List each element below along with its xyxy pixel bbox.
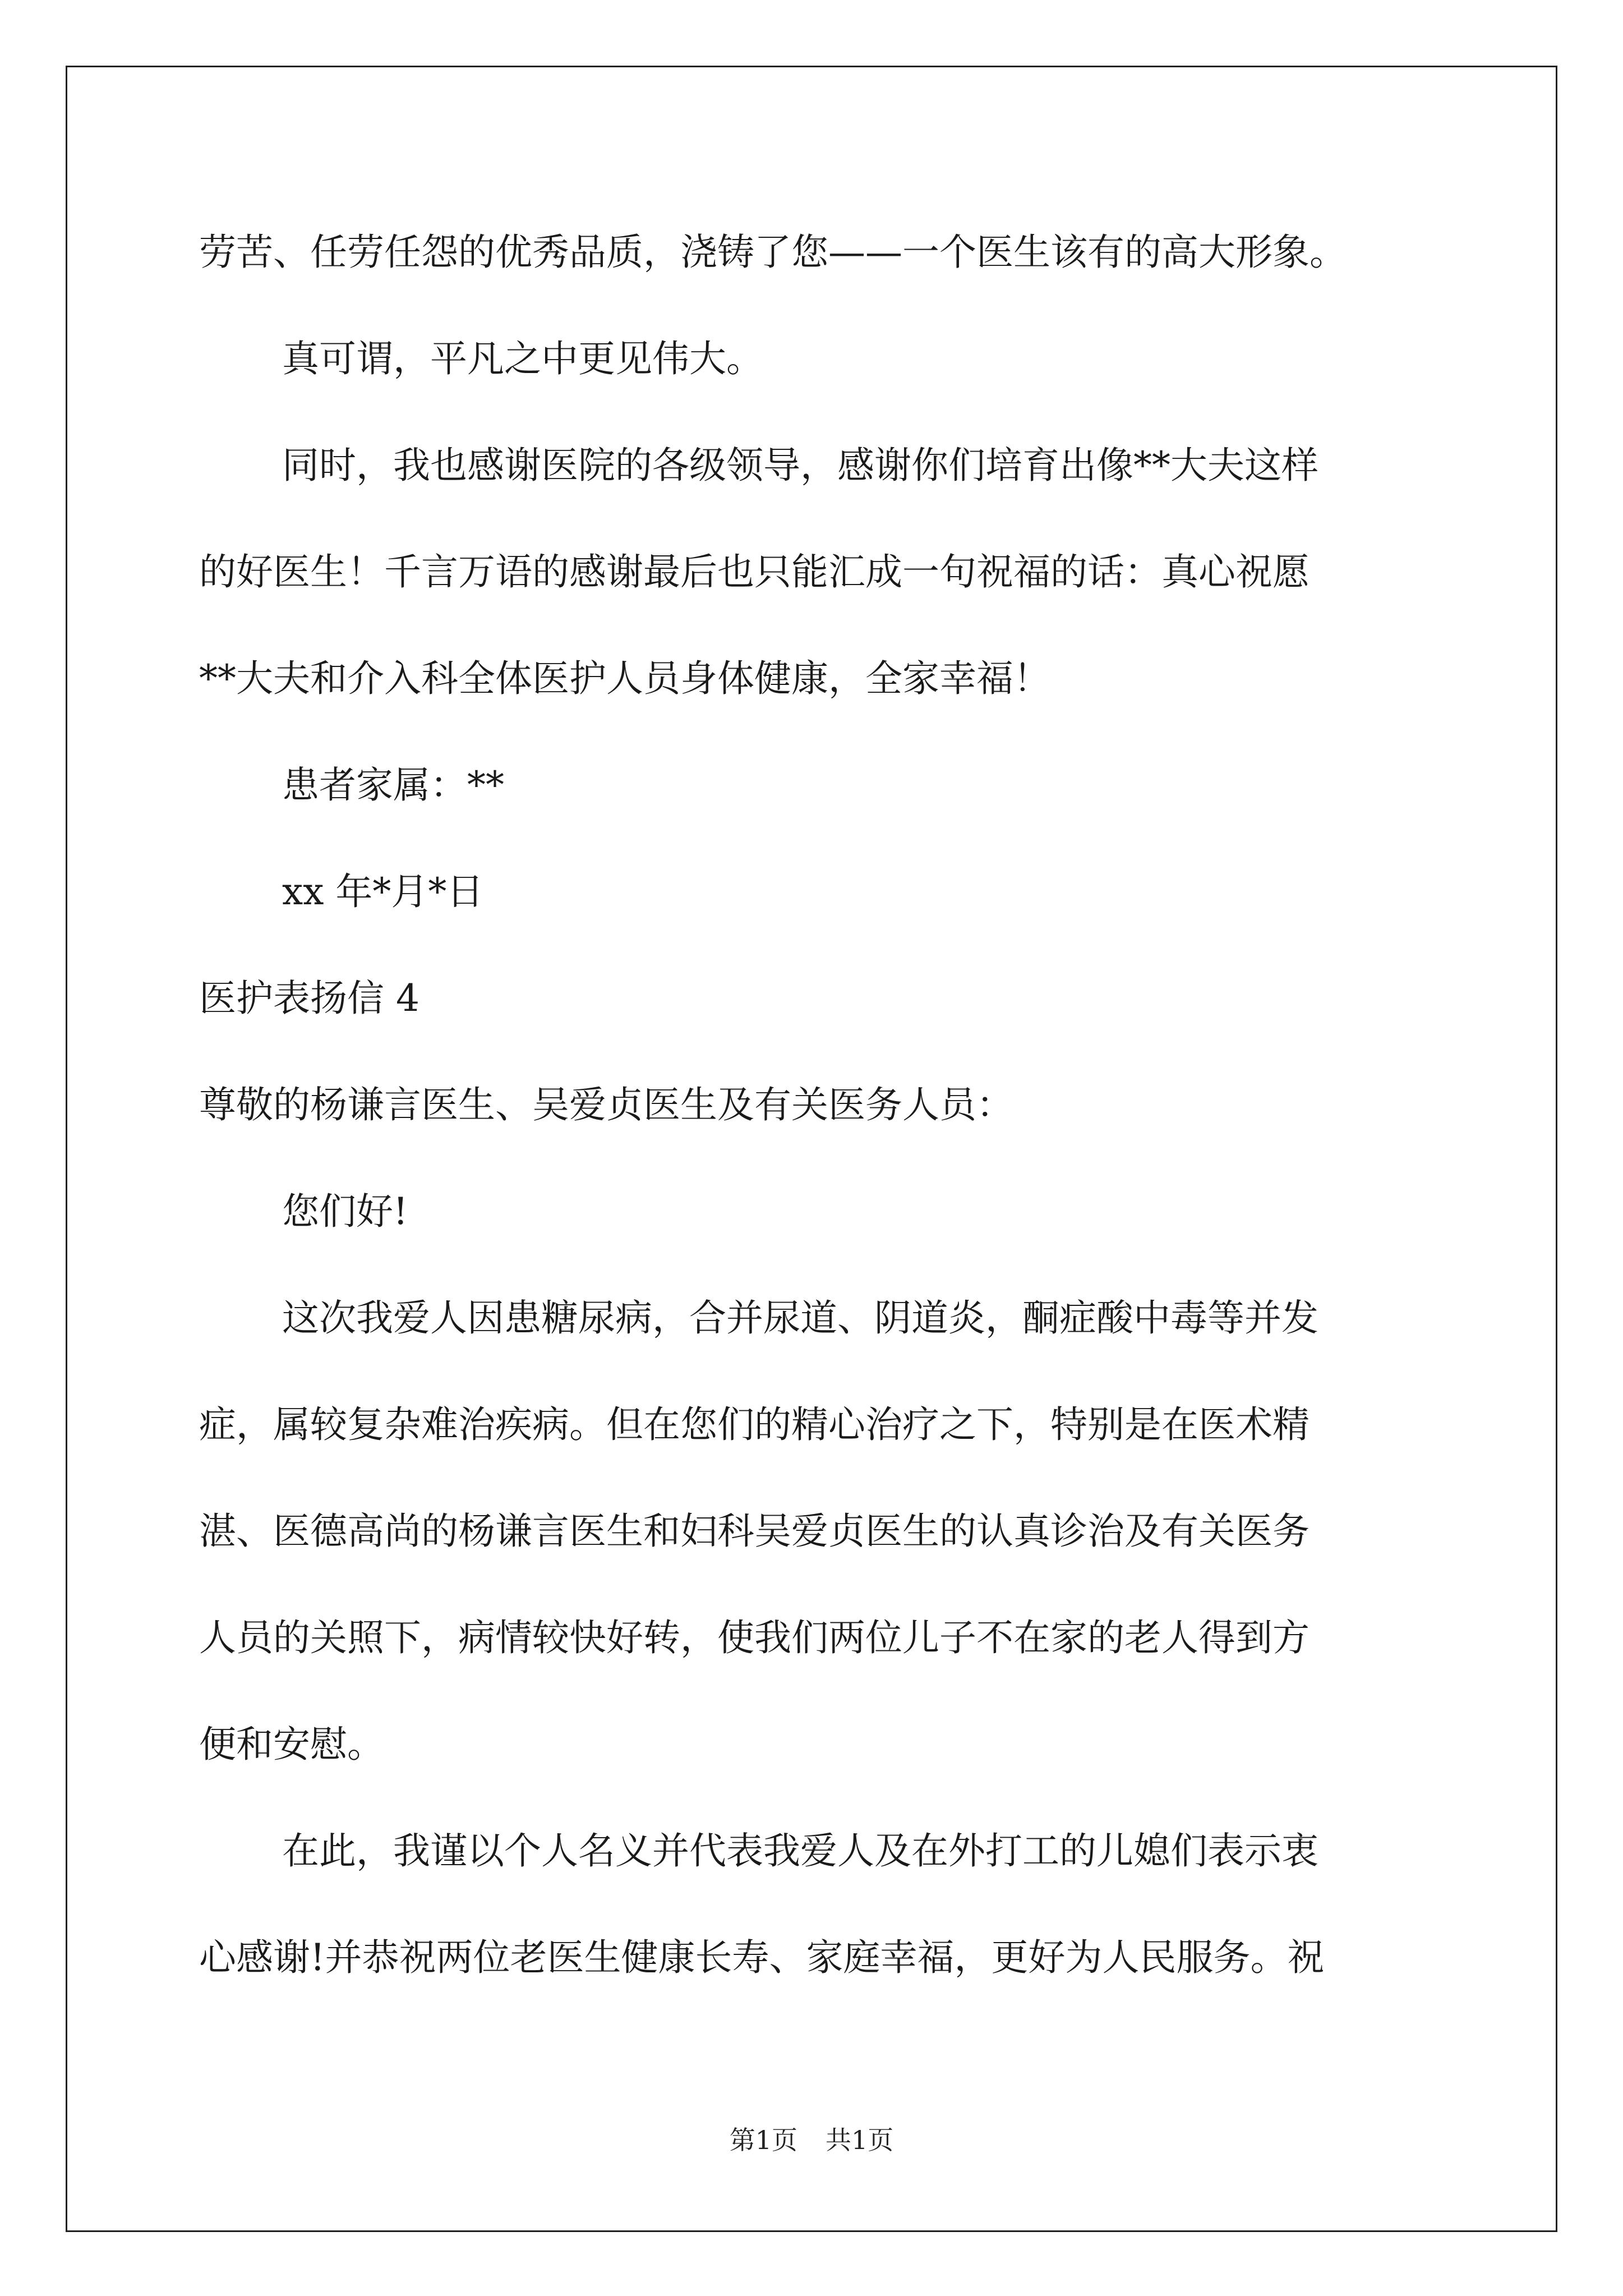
paragraph-line: 人员的关照下，病情较快好转，使我们两位儿子不在家的老人得到方 bbox=[199, 1616, 1310, 1659]
paragraph-line: 的好医生！千言万语的感谢最后也只能汇成一句祝福的话：真心祝愿 bbox=[199, 550, 1310, 593]
paragraph-line: 心感谢!并恭祝两位老医生健康长寿、家庭幸福，更好为人民服务。祝 bbox=[199, 1936, 1325, 1979]
paragraph-line: 这次我爱人因患糖尿病，合并尿道、阴道炎，酮症酸中毒等并发 bbox=[282, 1296, 1318, 1340]
page-number-current: 第1页 bbox=[729, 2125, 797, 2155]
date-line: xx 年*月*日 bbox=[282, 870, 484, 913]
paragraph-line: 同时，我也感谢医院的各级领导，感谢你们培育出像**大夫这样 bbox=[282, 444, 1318, 487]
paragraph-line: **大夫和介入科全体医护人员身体健康，全家幸福！ bbox=[199, 657, 1050, 700]
page-border bbox=[66, 66, 1557, 2232]
page-number-total: 共1页 bbox=[826, 2125, 894, 2155]
paragraph-line: 在此，我谨以个人名义并代表我爱人及在外打工的儿媳们表示衷 bbox=[282, 1829, 1318, 1872]
greeting-line: 您们好! bbox=[282, 1190, 408, 1233]
paragraph-line: 症，属较复杂难治疾病。但在您们的精心治疗之下，特别是在医术精 bbox=[199, 1403, 1310, 1446]
paragraph-line: 劳苦、任劳任怨的优秀品质，浇铸了您——一个医生该有的高大形象。 bbox=[199, 231, 1347, 274]
paragraph-line: 湛、医德高尚的杨谦言医生和妇科吴爱贞医生的认真诊治及有关医务 bbox=[199, 1510, 1310, 1553]
section-title: 医护表扬信 4 bbox=[199, 977, 419, 1020]
signature-line: 患者家属：** bbox=[282, 763, 504, 807]
salutation-line: 尊敬的杨谦言医生、吴爱贞医生及有关医务人员： bbox=[199, 1083, 1013, 1126]
paragraph-line: 便和安慰。 bbox=[199, 1723, 384, 1766]
page-footer bbox=[0, 2123, 1623, 2157]
paragraph-line: 真可谓，平凡之中更见伟大。 bbox=[282, 337, 763, 380]
